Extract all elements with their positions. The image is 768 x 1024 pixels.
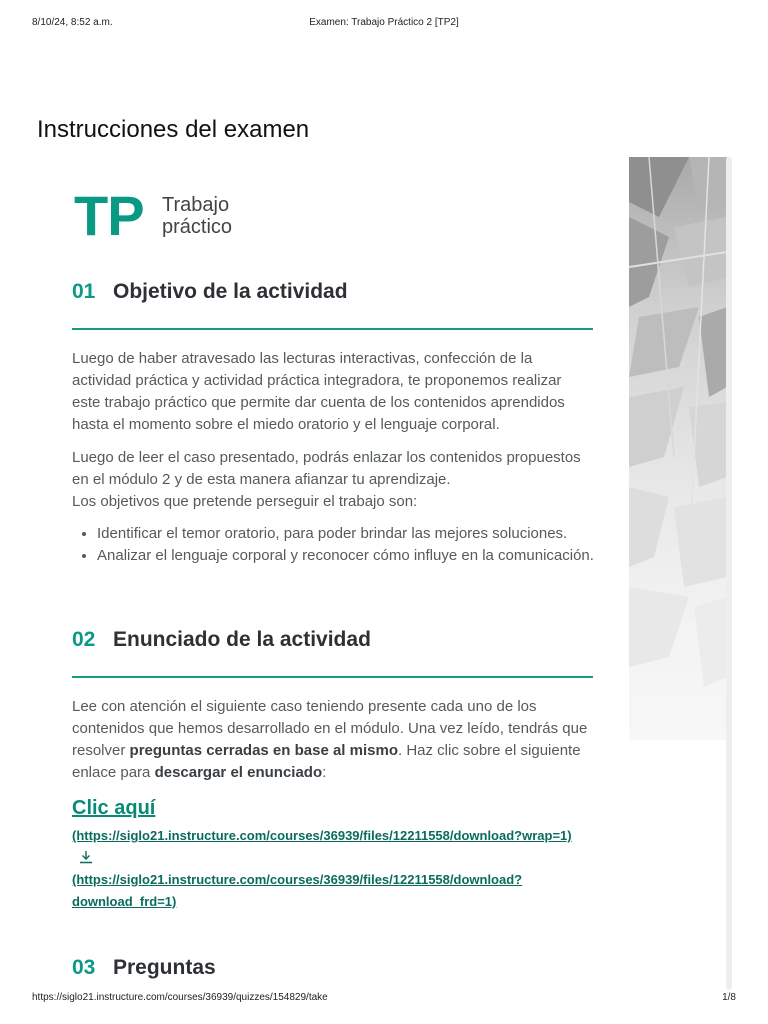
side-scroll-track [726,157,732,990]
download-wrap-url: (https://siglo21.instructure.com/courses/36939/files/12211558/download?wrap=1) [72,828,572,843]
tp-logo-letters: TP [74,184,144,247]
print-header [32,17,736,31]
section-heading-objetivo [72,280,593,330]
objectives-list [72,523,618,567]
section-number: 02 [72,628,96,651]
download-wrap-link[interactable] [72,828,572,843]
section-number: 03 [72,956,96,979]
abstract-pattern-image [629,157,727,740]
clic-aqui-link[interactable]: Clic aquí [72,797,156,819]
download-links [72,825,593,913]
enunciado-bold-b: descargar el enunciado [154,764,323,781]
page-title: Instrucciones del examen [37,116,310,143]
section-number: 01 [72,280,96,303]
list-item: • Analizar el lenguaje corporal y reconocer cómo influye en la comunicación. [97,545,618,567]
objective-paragraph-2 [72,447,593,513]
print-doc-title: Examen: Trabajo Práctico 2 [TP2] [309,17,459,28]
enunciado-bold-a: preguntas cerradas en base al mismo [129,742,398,759]
tp-logo-line1: Trabajo [162,194,230,216]
tp-logo-words [162,194,232,238]
enunciado-text-c: : [322,764,327,781]
enunciado-text-a: Lee con atención el siguiente caso teniendo presente cada uno de los contenidos que hemos desarrollado en el módulo. Una vez leído, tendrás que resolver [72,698,588,759]
section-title: Enunciado de la actividad [113,628,371,651]
enunciado-paragraph [72,696,593,784]
decorative-side-image [629,157,727,740]
list-item: • Identificar el temor oratorio, para poder brindar las mejores soluciones. [97,523,618,545]
objective-paragraph-2-line2: Los objetivos que pretende perseguir el trabajo son: [72,493,418,510]
objective-paragraph-1: Luego de haber atravesado las lecturas interactivas, confección de la actividad práctica y actividad práctica integradora, te proponemos realizar este trabajo práctico que permite dar cuenta de los contenidos aprendidos hasta el momento sobre el miedo oratorio y el lenguaje corporal. [72,350,565,433]
section-heading-enunciado [72,628,593,678]
tp-logo-line2: práctico [162,216,233,238]
download-direct-link[interactable] [72,872,522,909]
print-url: https://siglo21.instructure.com/courses/36939/quizzes/154829/take [32,992,328,1003]
print-datetime: 8/10/24, 8:52 a.m. [32,17,113,28]
download-icon[interactable] [78,849,94,863]
section-title: Objetivo de la actividad [113,280,348,303]
enunciado-text-b: . Haz clic sobre el siguiente enlace para [72,742,581,781]
objective-paragraph-2-line1: Luego de leer el caso presentado, podrás enlazar los contenidos propuestos en el módulo 2 y de esta manera afianzar tu aprendizaje. [72,449,581,488]
download-direct-url: (https://siglo21.instructure.com/courses/36939/files/12211558/download?download_frd=1) [72,872,523,909]
section-title: Preguntas [113,956,216,979]
print-footer [32,992,736,1006]
print-page-number: 1/8 [722,992,736,1003]
